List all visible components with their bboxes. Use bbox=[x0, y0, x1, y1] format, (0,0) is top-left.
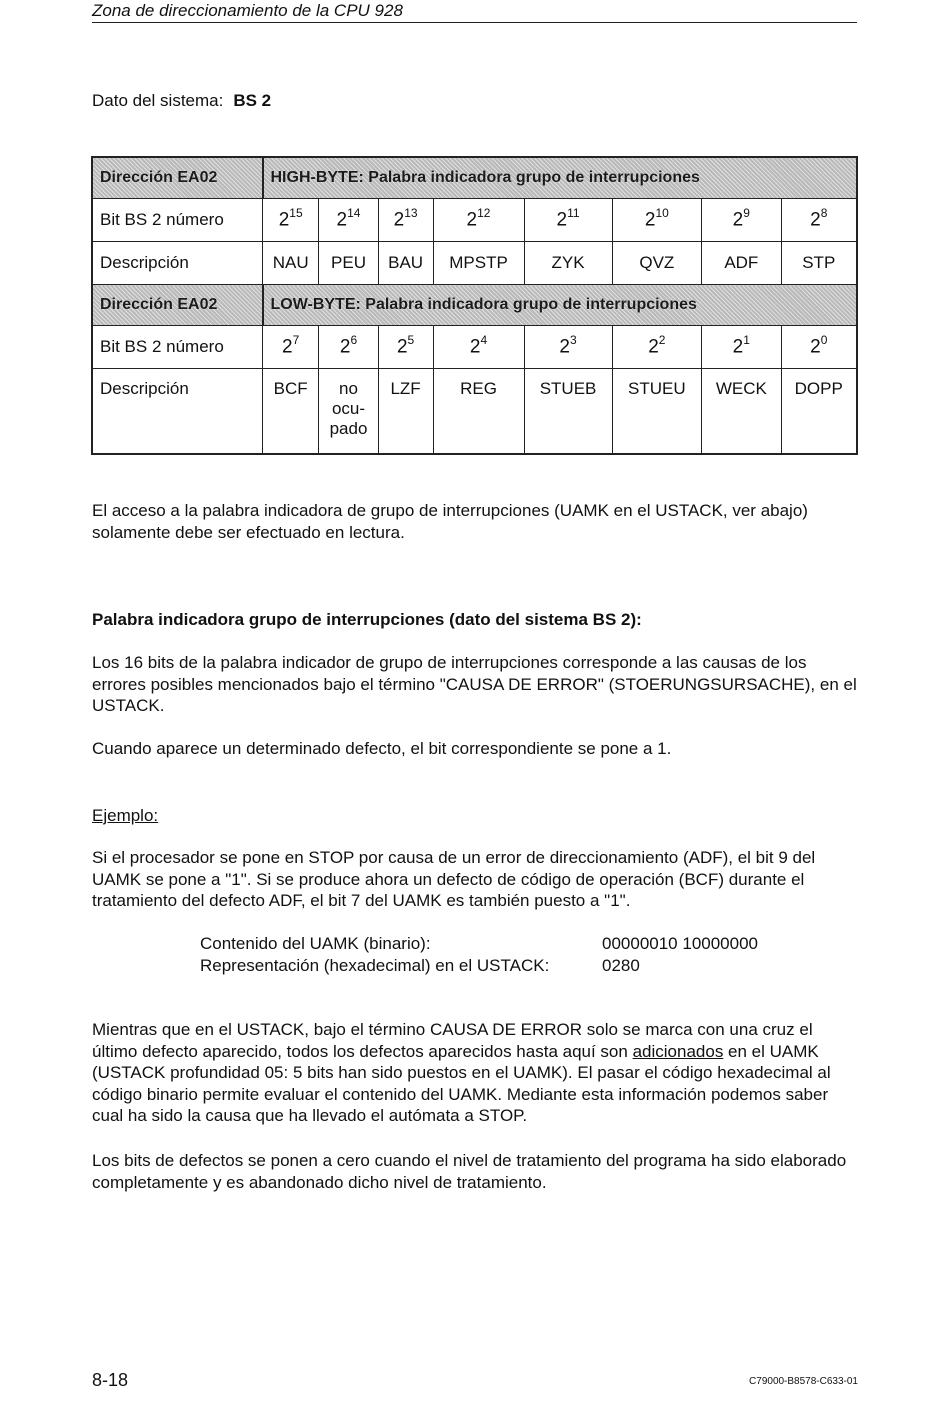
high-byte-address: Dirección EA02 bbox=[92, 157, 263, 199]
low-byte-desc-row bbox=[92, 369, 857, 455]
bit-cell: $2^1$ bbox=[702, 326, 781, 369]
desc-cell: NAU bbox=[263, 242, 319, 285]
low-byte-header-row bbox=[92, 285, 857, 326]
bit-cell: $2^8$ bbox=[781, 199, 857, 242]
running-title: Zona de direccionamiento de la CPU 928 bbox=[92, 0, 857, 23]
bit-cell: $2^3$ bbox=[524, 326, 612, 369]
bit-cell: $2^6$ bbox=[319, 326, 378, 369]
high-byte-bit-row bbox=[92, 199, 857, 242]
desc-cell: PEU bbox=[319, 242, 378, 285]
desc-cell: STP bbox=[781, 242, 857, 285]
desc-cell: BAU bbox=[378, 242, 433, 285]
desc-cell: BCF bbox=[263, 369, 319, 455]
description-label: Descripción bbox=[92, 242, 263, 285]
desc-cell: STUEU bbox=[612, 369, 702, 455]
desc-cell: STUEB bbox=[524, 369, 612, 455]
desc-cell: QVZ bbox=[612, 242, 702, 285]
bit-cell: $2^{13}$ bbox=[378, 199, 433, 242]
bit-cell: $2^4$ bbox=[433, 326, 524, 369]
bit-cell: $2^5$ bbox=[378, 326, 433, 369]
underlined-term: adicionados bbox=[632, 1041, 724, 1061]
bit-number-label: Bit BS 2 número bbox=[92, 326, 263, 369]
section-heading: Palabra indicadora grupo de interrupciones (dato del sistema BS 2): bbox=[92, 610, 642, 629]
bit-number-label: Bit BS 2 número bbox=[92, 199, 263, 242]
bit-cell: $2^{12}$ bbox=[433, 199, 524, 242]
desc-cell: WECK bbox=[702, 369, 781, 455]
high-byte-title: HIGH-BYTE: Palabra indicadora grupo de interrupciones bbox=[263, 157, 858, 199]
low-byte-title: LOW-BYTE: Palabra indicadora grupo de interrupciones bbox=[263, 285, 858, 326]
desc-cell: DOPP bbox=[781, 369, 857, 455]
desc-cell: ADF bbox=[702, 242, 781, 285]
low-byte-address: Dirección EA02 bbox=[92, 285, 263, 326]
desc-cell: MPSTP bbox=[433, 242, 524, 285]
bits-paragraph: Los 16 bits de la palabra indicador de grupo de interrupciones corresponde a las causas de los errores posibles mencionados bajo el término "CAUSA DE ERROR" (STOERUNGSURSACHE), en el USTACK. bbox=[92, 653, 857, 715]
defect-paragraph: Cuando aparece un determinado defecto, el bit correspondiente se pone a 1. bbox=[92, 739, 672, 758]
bit-cell: $2^{14}$ bbox=[319, 199, 378, 242]
desc-cell: REG bbox=[433, 369, 524, 455]
desc-cell: ZYK bbox=[524, 242, 612, 285]
high-byte-header-row bbox=[92, 157, 857, 199]
uamk-hex-value: 0280 bbox=[602, 956, 640, 975]
bit-cell: $2^9$ bbox=[702, 199, 781, 242]
mientras-paragraph: Mientras que en el USTACK, bajo el término CAUSA DE ERROR solo se marca con una cruz el último defecto aparecido, todos los defectos aparecidos hasta aquí son adicionados en el UAMK (USTACK profundidad 05: 5 bits han sido puestos en el UAMK). El pasar el código hexadecimal al código binario permite evaluar el contenido del UAMK. Mediante esta información podemos saber cual ha sido la causa que ha llevado el autómata a STOP. bbox=[92, 1020, 831, 1125]
uamk-values bbox=[200, 933, 758, 977]
document-code: C79000-B8578-C633-01 bbox=[749, 1376, 858, 1387]
example-label: Ejemplo: bbox=[92, 806, 159, 825]
bit-cell: $2^7$ bbox=[263, 326, 319, 369]
desc-cell-unused: no ocu- pado bbox=[319, 369, 378, 455]
bit-cell: $2^{10}$ bbox=[612, 199, 702, 242]
example-paragraph: Si el procesador se pone en STOP por causa de un error de direccionamiento (ADF), el bit 9 del UAMK se pone a "1". Si se produce ahora un defecto de código de operación (BCF) durante el tratamiento del defecto ADF, el bit 7 del UAMK es también puesto a "1". bbox=[92, 848, 816, 910]
desc-cell: LZF bbox=[378, 369, 433, 455]
uamk-binary-label: Contenido del UAMK (binario): bbox=[200, 934, 431, 953]
bit-cell: $2^{15}$ bbox=[263, 199, 319, 242]
bit-cell: $2^2$ bbox=[612, 326, 702, 369]
system-data-value: BS 2 bbox=[233, 91, 272, 110]
low-byte-bit-row bbox=[92, 326, 857, 369]
system-data-line bbox=[92, 91, 271, 111]
bit-cell: $2^0$ bbox=[781, 326, 857, 369]
reset-paragraph: Los bits de defectos se ponen a cero cuando el nivel de tratamiento del programa ha sido elaborado completamente y es abandonado dicho nivel de tratamiento. bbox=[92, 1151, 847, 1192]
access-paragraph: El acceso a la palabra indicadora de grupo de interrupciones (UAMK en el USTACK, ver abajo) solamente debe ser efectuado en lectura. bbox=[92, 501, 808, 542]
description-label: Descripción bbox=[92, 369, 263, 455]
page-number: 8-18 bbox=[92, 1370, 129, 1390]
bit-cell: $2^{11}$ bbox=[524, 199, 612, 242]
interrupt-flag-table bbox=[91, 156, 858, 455]
uamk-hex-label: Representación (hexadecimal) en el USTACK: bbox=[200, 956, 550, 975]
uamk-binary-value: 00000010 10000000 bbox=[602, 934, 758, 953]
high-byte-desc-row bbox=[92, 242, 857, 285]
system-data-label: Dato del sistema: bbox=[92, 91, 224, 110]
